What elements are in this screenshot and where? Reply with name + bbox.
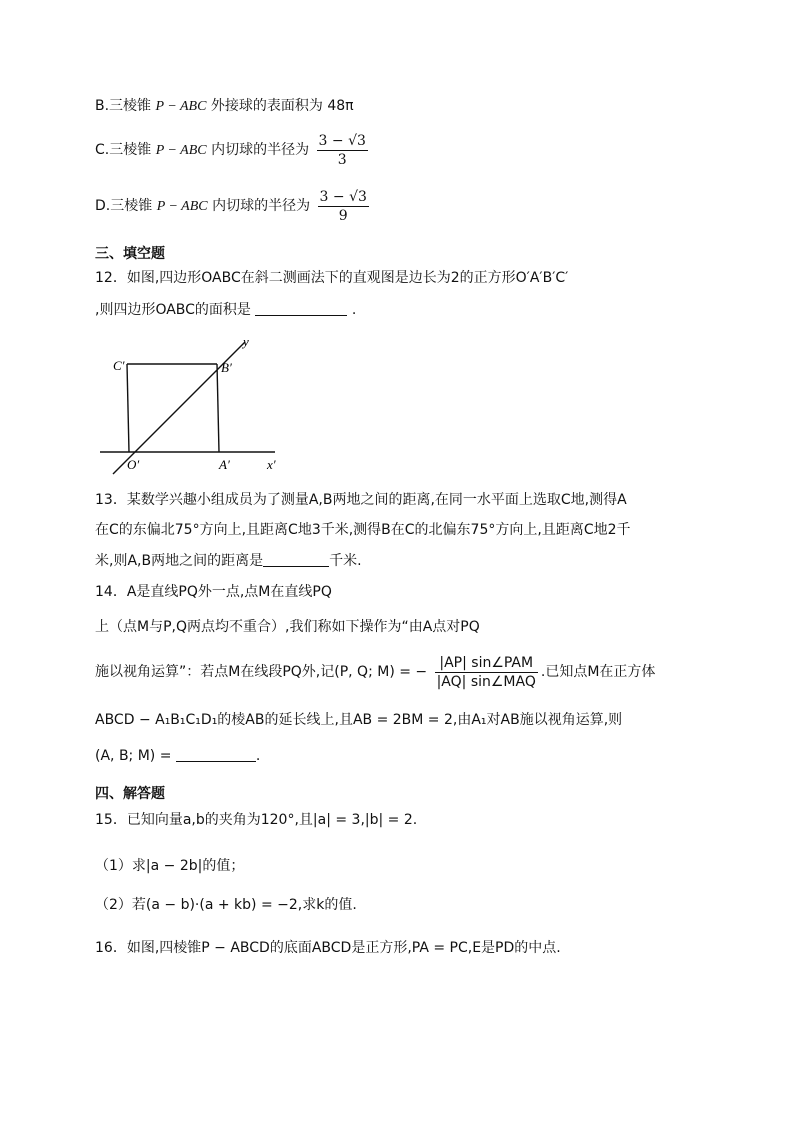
q15-part2: （2）若(a − b)·(a + kb) = −2,求k的值. <box>95 897 357 913</box>
option-b-expr: P − ABC <box>155 99 207 114</box>
option-d <box>95 186 372 227</box>
q14-line1: 14．A是直线PQ外一点,点M在直线PQ <box>95 584 332 600</box>
option-b <box>95 96 354 117</box>
option-c <box>95 130 371 171</box>
q16-line1: 16．如图,四棱锥P − ABCD的底面ABCD是正方形,PA = PC,E是PD的中点. <box>95 940 561 956</box>
q13-line3-text: 米,则A,B两地之间的距离是 <box>95 553 264 569</box>
section-heading-solve: 四、解答题 <box>95 786 165 802</box>
fraction-numerator: |AP| sin∠PAM <box>435 654 538 673</box>
label-a-prime: A′ <box>219 457 230 472</box>
option-c-text: 内切球的半径为 <box>211 142 310 158</box>
option-b-text: 外接球的表面积为 48π <box>210 98 354 114</box>
label-y: y <box>243 334 249 349</box>
q14-line3-tail: .已知点M在正方体 <box>540 664 656 680</box>
q12-line2-text: ,则四边形OABC的面积是 <box>95 302 251 318</box>
option-d-fraction <box>318 188 369 225</box>
q12-oblique-figure <box>95 328 295 478</box>
q14-line3-text: 施以视角运算”：若点M在线段PQ外,记(P, Q; M) = − <box>95 664 428 680</box>
answer-blank[interactable] <box>176 747 256 762</box>
option-c-expr: P − ABC <box>155 143 207 158</box>
square-left-side <box>127 364 129 452</box>
q12-line1: 12．如图,四边形OABC在斜二测画法下的直观图是边长为2的正方形O′A′B′C′ <box>95 270 569 286</box>
q15-line1: 15．已知向量a,b的夹角为120°,且|a| = 3,|b| = 2. <box>95 812 418 828</box>
q14-line3 <box>95 652 655 692</box>
square-right-side <box>217 364 219 452</box>
option-b-label: B.三棱锥 <box>95 98 152 114</box>
q13-line1: 13．某数学兴趣小组成员为了测量A,B两地之间的距离,在同一水平面上选取C地,测得A <box>95 492 627 508</box>
answer-blank[interactable] <box>255 301 347 316</box>
answer-blank[interactable] <box>263 552 329 567</box>
q15-part1: （1）求|a − 2b|的值； <box>95 858 245 874</box>
label-c-prime: C′ <box>113 358 125 373</box>
q14-line5 <box>95 746 260 766</box>
section-heading-fill-blank: 三、填空题 <box>95 246 165 262</box>
fraction-denominator: 9 <box>338 207 348 224</box>
label-b-prime: B′ <box>221 360 232 375</box>
q14-line5-tail: . <box>255 748 261 764</box>
q12-tail: . <box>351 302 357 318</box>
q14-line4: ABCD − A₁B₁C₁D₁的棱AB的延长线上,且AB = 2BM = 2,由A₁对AB施以视角运算,则 <box>95 712 623 728</box>
fraction-numerator: 3 − √3 <box>319 188 367 205</box>
fraction-denominator: |AQ| sin∠MAQ <box>436 673 536 690</box>
option-c-fraction <box>317 132 368 169</box>
label-o-prime: O′ <box>127 457 140 472</box>
option-d-expr: P − ABC <box>156 199 208 214</box>
q14-line2: 上（点M与P,Q两点均不重合）,我们称如下操作为“由A点对PQ <box>95 619 480 635</box>
option-c-label: C.三棱锥 <box>95 142 152 158</box>
fraction-denominator: 3 <box>337 151 347 168</box>
label-x-prime: x′ <box>267 457 276 472</box>
q13-line2: 在C的东偏北75°方向上,且距离C地3千米,测得B在C的北偏东75°方向上,且距离C地2千 <box>95 522 631 538</box>
fraction-numerator: 3 − √3 <box>318 132 366 149</box>
option-d-label: D.三棱锥 <box>95 198 153 214</box>
q14-line5-text: (A, B; M) = <box>95 748 172 764</box>
q12-line2 <box>95 300 356 320</box>
q13-line3-tail: 千米. <box>329 553 362 569</box>
option-d-text: 内切球的半径为 <box>212 198 311 214</box>
q13-line3 <box>95 551 362 571</box>
q14-fraction <box>435 654 538 691</box>
